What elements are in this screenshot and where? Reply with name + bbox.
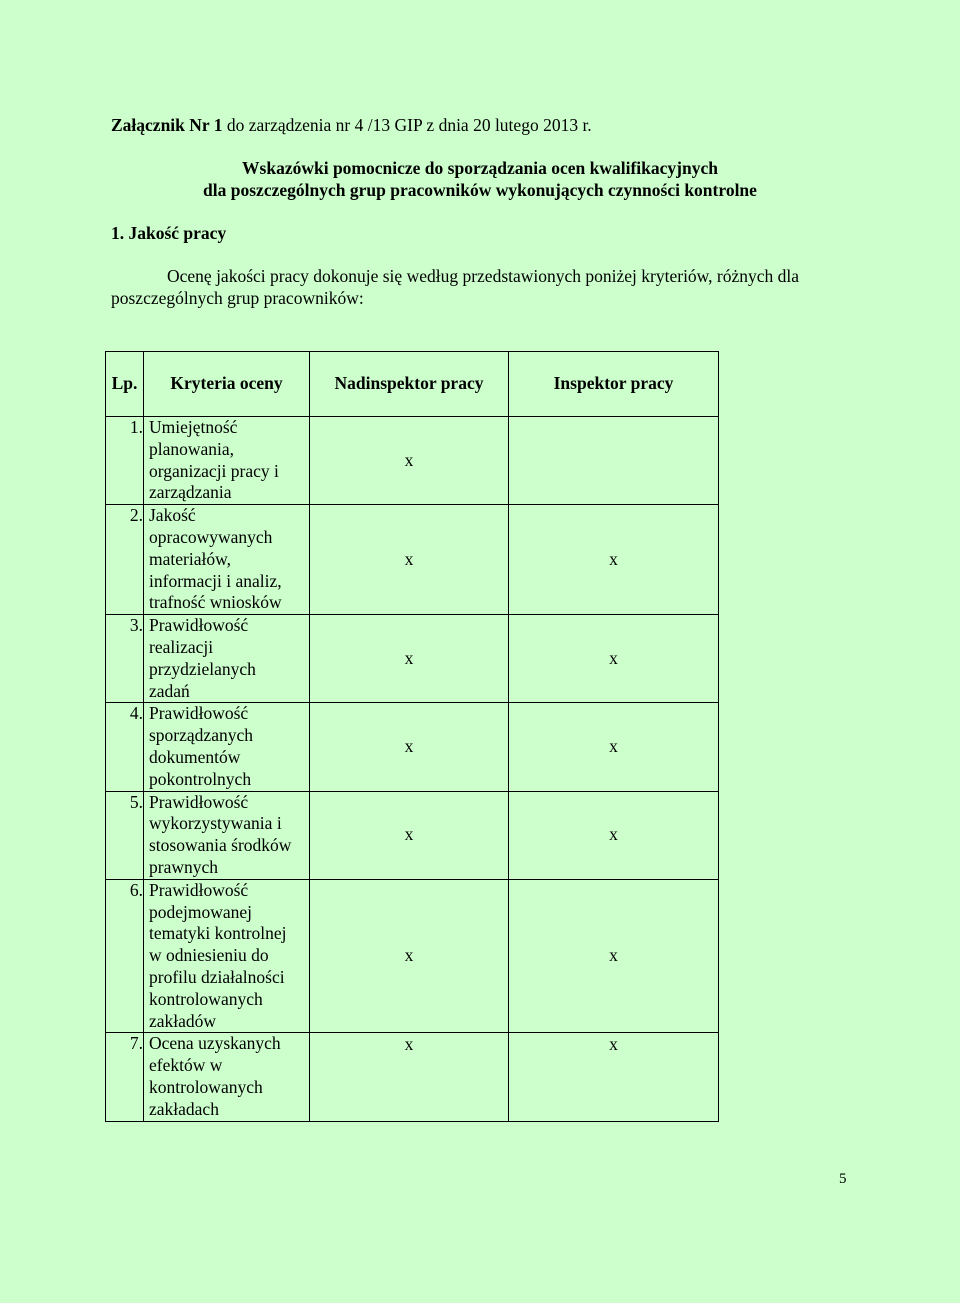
criterion-line: przydzielanych	[149, 658, 256, 679]
header-lp: Lp.	[106, 352, 144, 417]
criterion-text	[144, 505, 310, 615]
nadinspektor-mark: x	[310, 615, 509, 703]
inspektor-mark: x	[509, 791, 719, 879]
table-row	[106, 505, 719, 615]
criterion-line: Prawidłowość	[149, 615, 249, 636]
criterion-line: informacji i analiz,	[149, 570, 282, 591]
criterion-line: Umiejętność	[149, 417, 238, 437]
table-row	[106, 1033, 719, 1121]
row-number: 6.	[106, 879, 144, 1033]
criterion-line: Prawidłowość	[149, 703, 249, 724]
criteria-table	[105, 351, 719, 1122]
criterion-line: stosowania środków	[149, 835, 292, 856]
criterion-line: w odniesieniu do	[149, 945, 269, 966]
row-number: 3.	[106, 615, 144, 703]
criterion-text	[144, 879, 310, 1033]
table-row	[106, 791, 719, 879]
criterion-line: sporządzanych	[149, 725, 253, 746]
inspektor-mark: x	[509, 1033, 719, 1121]
criterion-text	[144, 703, 310, 791]
inspektor-mark	[509, 417, 719, 505]
criterion-line: materiałów,	[149, 548, 231, 569]
intro-paragraph-line-1: Ocenę jakości pracy dokonuje się według przedstawionych poniżej kryteriów, różnych dla	[167, 266, 800, 286]
criterion-line: kontrolowanych	[149, 1076, 263, 1097]
criterion-line: zakładów	[149, 1010, 217, 1031]
criterion-line: trafność wniosków	[149, 592, 282, 613]
row-number: 7.	[106, 1033, 144, 1121]
header-nadinspektor: Nadinspektor pracy	[310, 352, 509, 417]
inspektor-mark: x	[509, 615, 719, 703]
criterion-line: planowania,	[149, 438, 235, 459]
criterion-line: Prawidłowość	[149, 791, 249, 812]
intro-paragraph-line-2: poszczególnych grup pracowników:	[111, 288, 364, 308]
page-number: 5	[839, 1171, 847, 1187]
nadinspektor-mark: x	[310, 879, 509, 1033]
table-row	[106, 879, 719, 1033]
criterion-line: zadań	[149, 680, 190, 701]
header-criteria: Kryteria oceny	[144, 352, 310, 417]
criterion-line: realizacji	[149, 636, 214, 657]
criterion-line: Prawidłowość	[149, 879, 249, 900]
criterion-line: tematyki kontrolnej	[149, 923, 287, 944]
criterion-text	[144, 615, 310, 703]
row-number: 2.	[106, 505, 144, 615]
document-heading-line-2: dla poszczególnych grup pracowników wykonujących czynności kontrolne	[203, 180, 757, 200]
table-row	[106, 417, 719, 505]
annex-number: Załącznik Nr 1	[111, 115, 223, 135]
row-number: 4.	[106, 703, 144, 791]
criterion-line: prawnych	[149, 856, 219, 877]
annex-reference	[111, 115, 592, 136]
row-number: 1.	[106, 417, 144, 505]
row-number: 5.	[106, 791, 144, 879]
criterion-line: zakładach	[149, 1098, 219, 1119]
nadinspektor-mark: x	[310, 505, 509, 615]
table-row	[106, 703, 719, 791]
inspektor-mark: x	[509, 505, 719, 615]
table-row	[106, 615, 719, 703]
criterion-text	[144, 1033, 310, 1121]
nadinspektor-mark: x	[310, 417, 509, 505]
annex-description: do zarządzenia nr 4 /13 GIP z dnia 20 lutego 2013 r.	[222, 115, 592, 135]
criterion-line: pokontrolnych	[149, 768, 252, 789]
criterion-text	[144, 791, 310, 879]
criterion-line: podejmowanej	[149, 901, 253, 922]
criterion-line: Ocena uzyskanych	[149, 1033, 281, 1054]
inspektor-mark: x	[509, 703, 719, 791]
table-header-row	[106, 352, 719, 417]
criterion-line: opracowywanych	[149, 526, 273, 547]
criterion-line: kontrolowanych	[149, 988, 263, 1009]
inspektor-mark: x	[509, 879, 719, 1033]
criterion-line: efektów w	[149, 1055, 223, 1076]
header-inspektor: Inspektor pracy	[509, 352, 719, 417]
nadinspektor-mark: x	[310, 1033, 509, 1121]
criterion-line: wykorzystywania i	[149, 813, 282, 834]
criterion-text	[144, 417, 310, 505]
section-title: 1. Jakość pracy	[111, 223, 227, 243]
criterion-line: organizacji pracy i	[149, 460, 279, 481]
criterion-line: dokumentów	[149, 746, 241, 767]
criterion-line: zarządzania	[149, 482, 232, 503]
nadinspektor-mark: x	[310, 703, 509, 791]
nadinspektor-mark: x	[310, 791, 509, 879]
criterion-line: profilu działalności	[149, 966, 285, 987]
criterion-line: Jakość	[149, 505, 196, 526]
document-heading-line-1: Wskazówki pomocnicze do sporządzania ocen kwalifikacyjnych	[242, 158, 718, 178]
